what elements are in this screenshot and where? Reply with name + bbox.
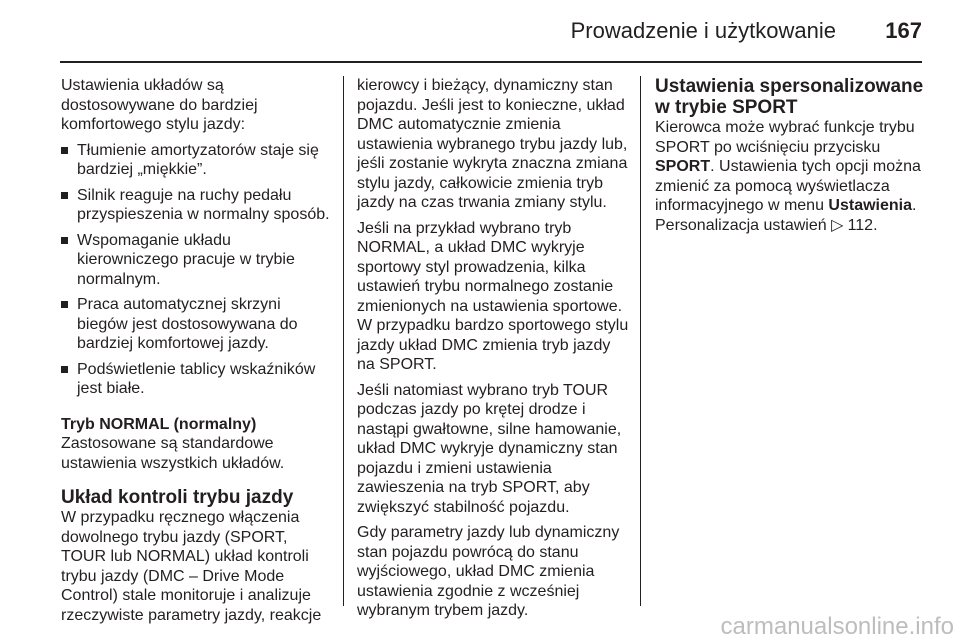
list-item: Wspomaganie układu kierowniczego pracuje w trybie normalnym. [61,231,333,290]
bullet-square-icon [61,301,68,308]
header-rule [60,61,922,63]
page-header-title: Prowadzenie i użytkowanie [570,18,836,43]
watermark: carmanualsonline.info [720,613,954,640]
sport-button-label: SPORT [655,158,711,175]
list-item: Tłumienie amortyzatorów staje się bardziej „miękkie”. [61,141,333,180]
intro-paragraph: Ustawienia układów są dostosowywane do bardziej komfortowego stylu jazdy: [61,77,258,133]
bullet-square-icon [61,366,68,373]
dmc-restore-paragraph: Gdy parametry jazdy lub dynamiczny stan pojazdu powrócą do stanu wyjściowego, układ DMC zmienia ustawienia zgodnie z wcześniej wybranym trybem jazdy. [357,524,620,619]
sport-personalization-text: Kierowca może wybrać funkcje trybu SPORT po wciśnięciu przycisku SPORT. Ustawienia tych opcji można zmienić za pomocą wyświetlacza informacyjnego w menu Ustawienia. Personalizacja ustawień ▷ 112. [655,119,921,234]
dmc-text: W przypadku ręcznego włączenia dowolnego trybu jazdy (SPORT, TOUR lub NORMAL) układ kontroli trybu jazdy (DMC – Drive Mode Control) stale monitoruje i analizuje rzeczywiste parametry jazdy, reakcje [61,509,322,624]
normal-mode-heading: Tryb NORMAL (normalny) [61,415,257,433]
dmc-section-heading: Układ kontroli trybu jazdy [61,487,294,508]
list-item: Podświetlenie tablicy wskaźników jest białe. [61,360,333,399]
normal-mode-text: Zastosowane są standardowe ustawienia wszystkich układów. [61,435,285,472]
settings-menu-label: Ustawienia [828,197,913,214]
dmc-normal-example: Jeśli na przykład wybrano tryb NORMAL, a układ DMC wykryje sportowy styl prowadzenia, kilka ustawień trybu normalnego zostanie zmienionych na ustawienia sportowe. W przypadku bardzo sportowego stylu jazdy układ DMC zmienia tryb jazdy na SPORT. [357,219,629,373]
comfort-settings-list [61,141,333,399]
bullet-square-icon [61,147,68,154]
page-reference-link[interactable]: 112. [847,216,878,234]
bullet-square-icon [61,192,68,199]
column-2 [357,76,629,627]
dmc-paragraph: kierowcy i bieżący, dynamiczny stan pojazdu. Jeśli jest to konieczne, układ DMC automatycznie zmienia ustawienia wybranego trybu jazdy lub, jeśli zostanie wykryta znaczna zmiana stylu jazdy, całkowicie zmienia tryb jazdy na czas trwania zmiany stylu. [357,77,628,211]
page-number: 167 [885,18,922,43]
list-item: Praca automatycznej skrzyni biegów jest dostosowywana do bardziej komfortowej jazdy. [61,295,333,354]
column-1 [61,76,333,631]
dmc-tour-example: Jeśli natomiast wybrano tryb TOUR podczas jazdy po krętej drodze i nastąpi gwałtowne, silne hamowanie, układ DMC wykryje dynamiczny stan pojazdu i zmieni ustawienia zawieszenia na tryb SPORT, aby zwiększyć stabilność pojazdu. [357,381,622,516]
column-divider [343,76,344,606]
page-reference-arrow-icon: ▷ [831,216,844,234]
list-item: Silnik reaguje na ruchy pedału przyspieszenia w normalny sposób. [61,186,333,225]
column-3 [655,76,925,241]
sport-personalization-heading: Ustawienia spersonalizowane w trybie SPORT [655,76,924,118]
column-divider [640,76,641,606]
bullet-square-icon [61,237,68,244]
